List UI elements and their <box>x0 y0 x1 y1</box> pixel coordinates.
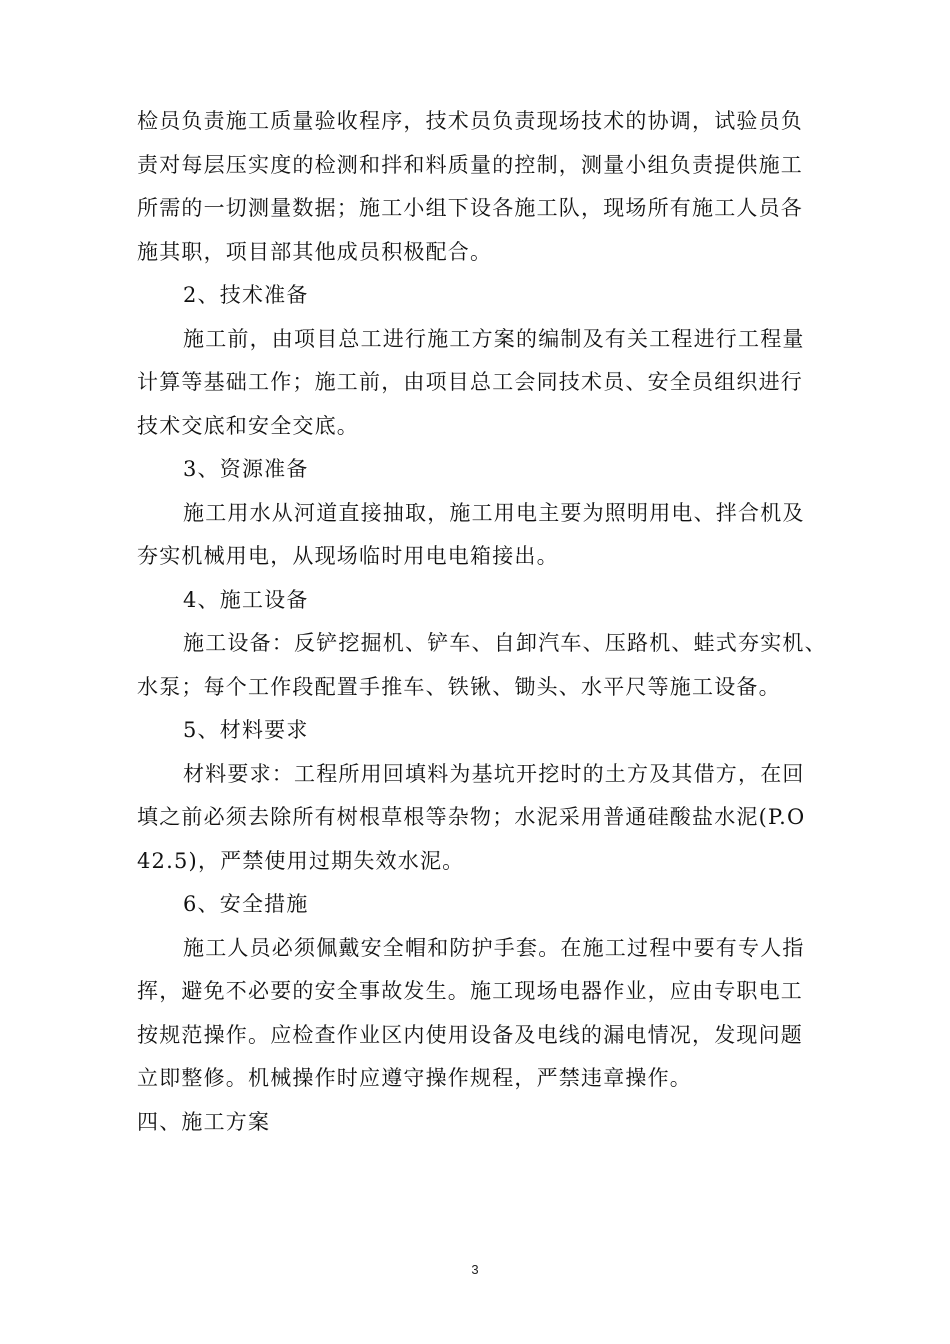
text-line: 施工设备：反铲挖掘机、铲车、自卸汽车、压路机、蛙式夯实机、 <box>183 631 827 655</box>
page-number: 3 <box>471 1262 479 1277</box>
subheading-safety-measures: 6、安全措施 <box>183 892 309 916</box>
text-line: 责对每层压实度的检测和拌和料质量的控制，测量小组负责提供施工 <box>137 152 803 177</box>
text-line: 42.5)，严禁使用过期失效水泥。 <box>137 848 465 873</box>
subheading-resource-preparation: 3、资源准备 <box>183 457 309 481</box>
text-line: 施工用水从河道直接抽取，施工用电主要为照明用电、拌合机及 <box>183 500 805 525</box>
subheading-technical-preparation: 2、技术准备 <box>183 283 309 307</box>
text-line: 施工人员必须佩戴安全帽和防护手套。在施工过程中要有专人指 <box>183 935 805 960</box>
section-heading-construction-plan: 四、施工方案 <box>137 1109 271 1134</box>
text-line: 填之前必须去除所有树根草根等杂物；水泥采用普通硅酸盐水泥(P.O <box>137 805 806 829</box>
text-line: 材料要求：工程所用回填料为基坑开挖时的土方及其借方，在回 <box>183 761 805 786</box>
text-line: 所需的一切测量数据；施工小组下设各施工队，现场所有施工人员各 <box>137 196 803 220</box>
text-line: 夯实机械用电，从现场临时用电电箱接出。 <box>137 544 559 568</box>
text-line: 检员负责施工质量验收程序，技术员负责现场技术的协调，试验员负 <box>137 109 803 133</box>
text-line: 施工前，由项目总工进行施工方案的编制及有关工程进行工程量 <box>183 326 805 351</box>
text-line: 水泵；每个工作段配置手推车、铁锹、锄头、水平尺等施工设备。 <box>137 674 781 699</box>
text-line: 计算等基础工作；施工前，由项目总工会同技术员、安全员组织进行 <box>137 370 803 394</box>
subheading-material-requirements: 5、材料要求 <box>183 718 309 742</box>
subheading-construction-equipment: 4、施工设备 <box>183 587 309 612</box>
text-line: 按规范操作。应检查作业区内使用设备及电线的漏电情况，发现问题 <box>137 1022 803 1047</box>
text-line: 立即整修。机械操作时应遵守操作规程，严禁违章操作。 <box>137 1066 692 1090</box>
text-line: 挥，避免不必要的安全事故发生。施工现场电器作业，应由专职电工 <box>137 979 803 1003</box>
text-line: 施其职，项目部其他成员积极配合。 <box>137 239 493 264</box>
document-body <box>137 100 827 1144</box>
text-line: 技术交底和安全交底。 <box>137 413 359 438</box>
